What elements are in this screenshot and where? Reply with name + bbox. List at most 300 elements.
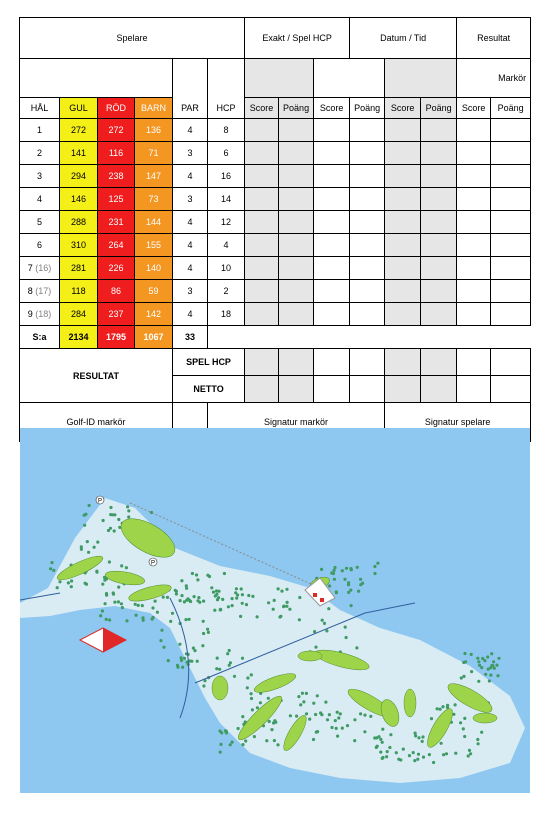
tree [350,604,353,607]
tree [385,755,388,758]
points-input[interactable] [421,303,457,326]
tree [181,666,184,669]
tree [108,618,111,621]
score-input[interactable] [314,211,350,234]
tree [283,605,286,608]
tree [86,540,89,543]
tree [88,504,91,507]
score-input[interactable] [385,257,421,280]
tree [50,561,53,564]
tree [180,656,183,659]
net-label: NETTO [173,376,245,403]
tree [214,594,217,597]
points-input[interactable] [421,119,457,142]
tree [476,738,479,741]
hole-number [20,280,60,303]
tree [477,660,480,663]
tree [483,659,486,662]
col-hole: HÅL [20,98,60,119]
net-cell[interactable] [421,376,457,403]
total-yellow: 2134 [60,326,98,349]
hole-number-text: 8 [27,286,33,296]
points-input[interactable] [491,257,531,280]
tree [463,735,466,738]
score-input[interactable] [457,165,491,188]
tree [496,674,499,677]
tree [52,569,55,572]
tree [357,590,360,593]
tree [268,720,271,723]
points-input[interactable] [279,188,314,211]
points-input[interactable] [491,165,531,188]
tree [325,629,328,632]
play-hcp-cell[interactable] [491,349,531,376]
tree [83,524,86,527]
hcp-value: 4 [208,234,245,257]
points-input[interactable] [279,119,314,142]
score-input[interactable] [245,234,279,257]
tree [486,655,489,658]
par-value: 4 [173,234,208,257]
points-input[interactable] [491,303,531,326]
tree [185,599,188,602]
tree [345,567,348,570]
play-hcp-cell[interactable] [350,349,385,376]
tree [154,600,157,603]
tree [285,605,288,608]
score-input[interactable] [385,165,421,188]
points-input[interactable] [279,142,314,165]
points-input[interactable] [350,257,385,280]
hole-number-text: 7 [27,263,33,273]
player-name-cell-3[interactable] [385,59,457,98]
tree [101,609,104,612]
tree [440,742,443,745]
tree [286,601,289,604]
tree [379,738,382,741]
scorecard-table [19,17,531,442]
score-input[interactable] [457,234,491,257]
col-points-marker: Poäng [491,98,531,119]
points-input[interactable] [421,234,457,257]
tree [497,657,500,660]
score-input[interactable] [245,142,279,165]
col-score-marker: Score [457,98,491,119]
hole-number [20,119,60,142]
points-input[interactable] [421,165,457,188]
blank-header-cell [173,59,208,98]
points-input[interactable] [491,142,531,165]
tree [273,599,276,602]
net-cell[interactable] [457,376,491,403]
score-input[interactable] [245,303,279,326]
tree [192,647,195,650]
building-marker [313,593,317,597]
tree [117,518,120,521]
date-time-field[interactable] [350,18,457,59]
net-cell[interactable] [385,376,421,403]
tree [436,707,439,710]
score-input[interactable] [314,303,350,326]
tree [167,659,170,662]
score-input[interactable] [245,165,279,188]
par-value: 4 [173,211,208,234]
score-input[interactable] [457,303,491,326]
tree [196,660,199,663]
col-child: BARN [135,98,173,119]
child-distance: 155 [135,234,173,257]
tree [330,571,333,574]
tree [333,578,336,581]
col-yellow: GUL [60,98,98,119]
totals-row [20,326,531,349]
player-name-cell-1[interactable] [245,59,314,98]
points-input[interactable] [350,142,385,165]
points-input[interactable] [491,234,531,257]
tree [191,572,194,575]
yellow-distance: 310 [60,234,98,257]
player-field[interactable] [20,18,245,59]
play-hcp-cell[interactable] [457,349,491,376]
score-input[interactable] [245,280,279,303]
points-input[interactable] [350,234,385,257]
tree [412,751,415,754]
tree [335,727,338,730]
col-score-1: Score [245,98,279,119]
tree [334,719,337,722]
tree [323,622,326,625]
tree [373,565,376,568]
tree [353,739,356,742]
score-input[interactable] [314,257,350,280]
tree [95,571,98,574]
child-distance: 140 [135,257,173,280]
tree [337,716,340,719]
score-input[interactable] [245,257,279,280]
tree [212,591,215,594]
play-hcp-cell[interactable] [279,349,314,376]
yellow-distance: 141 [60,142,98,165]
score-input[interactable] [314,280,350,303]
points-input[interactable] [491,188,531,211]
tree [288,608,291,611]
tree [377,735,380,738]
play-hcp-cell[interactable] [245,349,279,376]
hcp-value: 2 [208,280,245,303]
tree [463,652,466,655]
tree [314,646,317,649]
points-input[interactable] [279,165,314,188]
tree [488,679,491,682]
tree [241,593,244,596]
tree [231,741,234,744]
score-input[interactable] [385,119,421,142]
score-input[interactable] [457,280,491,303]
tree [195,573,198,576]
play-hcp-label: SPEL HCP [173,349,245,376]
tree [413,759,416,762]
tree [386,750,389,753]
tree [408,754,411,757]
play-hcp-cell[interactable] [314,349,350,376]
hole-number-text: 2 [36,148,42,158]
tree [227,605,230,608]
tree [176,666,179,669]
points-input[interactable] [421,211,457,234]
score-input[interactable] [385,234,421,257]
tree [217,590,220,593]
hole-number [20,142,60,165]
tree [189,600,192,603]
score-input[interactable] [245,119,279,142]
tree [355,646,358,649]
points-input[interactable] [491,280,531,303]
tree [273,719,276,722]
tree [369,715,372,718]
blank-header-cell [208,59,245,98]
tree [344,626,347,629]
tree [359,583,362,586]
hole-number [20,211,60,234]
play-hcp-cell[interactable] [385,349,421,376]
score-input[interactable] [385,280,421,303]
tree [246,686,249,689]
score-input[interactable] [245,188,279,211]
tree [210,586,213,589]
tree [480,666,483,669]
tree [359,578,362,581]
tree [476,657,479,660]
red-distance: 237 [98,303,135,326]
points-input[interactable] [350,165,385,188]
points-input[interactable] [421,280,457,303]
tree [320,568,323,571]
score-input[interactable] [457,211,491,234]
hcp-value: 6 [208,142,245,165]
red-distance: 231 [98,211,135,234]
tree [495,664,498,667]
tree [70,579,73,582]
hcp-value: 10 [208,257,245,280]
tree [339,712,342,715]
tree [193,595,196,598]
tree [113,529,116,532]
tree [295,715,298,718]
tree [105,594,108,597]
tree [99,614,102,617]
tree [333,569,336,572]
score-input[interactable] [314,119,350,142]
tree [235,587,238,590]
score-input[interactable] [385,142,421,165]
tree [328,713,331,716]
points-input[interactable] [279,234,314,257]
points-input[interactable] [421,142,457,165]
red-distance: 125 [98,188,135,211]
tree [462,675,465,678]
tree [484,673,487,676]
points-input[interactable] [350,119,385,142]
tree [327,607,330,610]
tree [297,695,300,698]
points-input[interactable] [491,211,531,234]
tree [188,618,191,621]
exact-hcp-field[interactable] [245,18,350,59]
points-input[interactable] [279,257,314,280]
tree [276,743,279,746]
net-cell[interactable] [279,376,314,403]
tree [421,735,424,738]
blank-cell [208,326,531,349]
tree [240,587,243,590]
fairway [212,676,228,700]
tree [201,644,204,647]
result-field[interactable] [457,18,531,59]
player-name-cell-2[interactable] [314,59,385,98]
score-input[interactable] [314,165,350,188]
result-heading-text: RESULTAT [73,370,119,381]
points-input[interactable] [491,119,531,142]
tree [381,728,384,731]
hole-number-text: 3 [36,171,42,181]
course-map [20,428,530,793]
tree [111,513,114,516]
tree [202,632,205,635]
tree [341,569,344,572]
course-map-drawing [20,428,530,793]
score-input[interactable] [385,211,421,234]
score-input[interactable] [457,257,491,280]
points-input[interactable] [421,257,457,280]
hole-number [20,165,60,188]
net-cell[interactable] [314,376,350,403]
hole-number-text: 6 [36,240,42,250]
score-input[interactable] [457,188,491,211]
tree [326,718,329,721]
score-input[interactable] [385,188,421,211]
tree [353,718,356,721]
par-value: 4 [173,119,208,142]
tree [85,583,88,586]
tree [477,680,480,683]
tree [480,731,483,734]
parking-icon [96,496,104,505]
result-heading [20,349,173,403]
tree [241,602,244,605]
tree [196,578,199,581]
tree [120,602,123,605]
col-points-1: Poäng [279,98,314,119]
score-input[interactable] [385,303,421,326]
tree [301,692,304,695]
tree [347,581,350,584]
net-cell[interactable] [350,376,385,403]
hole-number-text: 5 [36,217,42,227]
play-hcp-cell[interactable] [421,349,457,376]
tree [468,749,471,752]
tree [246,676,249,679]
col-red: RÖD [98,98,135,119]
hole-number-text: 4 [36,194,42,204]
yellow-distance: 118 [60,280,98,303]
tree [247,594,250,597]
parking-icon [149,558,157,567]
tree [137,604,140,607]
points-input[interactable] [279,211,314,234]
score-input[interactable] [457,142,491,165]
score-input[interactable] [245,211,279,234]
tree [376,562,379,565]
score-input[interactable] [314,234,350,257]
tree [184,618,187,621]
tree [125,566,128,569]
points-input[interactable] [279,280,314,303]
tree [80,548,83,551]
par-value: 3 [173,142,208,165]
points-input[interactable] [350,303,385,326]
red-distance: 116 [98,142,135,165]
tree [234,591,237,594]
tree [315,731,318,734]
tree [162,646,165,649]
hcp-value: 18 [208,303,245,326]
tree [166,596,169,599]
tree [218,668,221,671]
tree [70,585,73,588]
tree [256,615,259,618]
hcp-value: 8 [208,119,245,142]
tree [467,754,470,757]
tree [239,615,242,618]
tree [341,727,344,730]
tree [277,587,280,590]
net-cell[interactable] [491,376,531,403]
total-par: 33 [173,326,208,349]
score-input[interactable] [457,119,491,142]
date-time-label: Datum / Tid [380,33,427,43]
tree [470,653,473,656]
points-input[interactable] [350,280,385,303]
tree [330,726,333,729]
tree [280,590,283,593]
points-input[interactable] [350,188,385,211]
tree [414,732,417,735]
tree [373,572,376,575]
points-input[interactable] [350,211,385,234]
tree [459,721,462,724]
tree [432,761,435,764]
tree [219,608,222,611]
score-input[interactable] [314,142,350,165]
tree [229,743,232,746]
par-value: 4 [173,257,208,280]
tree [215,667,218,670]
points-input[interactable] [421,188,457,211]
points-input[interactable] [279,303,314,326]
score-input[interactable] [314,188,350,211]
hcp-value: 14 [208,188,245,211]
tree [265,739,268,742]
hole-number [20,303,60,326]
tree [121,606,124,609]
par-value: 4 [173,165,208,188]
tree [346,724,349,727]
tree [379,751,382,754]
building-marker [320,598,324,602]
hole-number-text: 9 [27,309,33,319]
tree [417,736,420,739]
net-cell[interactable] [245,376,279,403]
